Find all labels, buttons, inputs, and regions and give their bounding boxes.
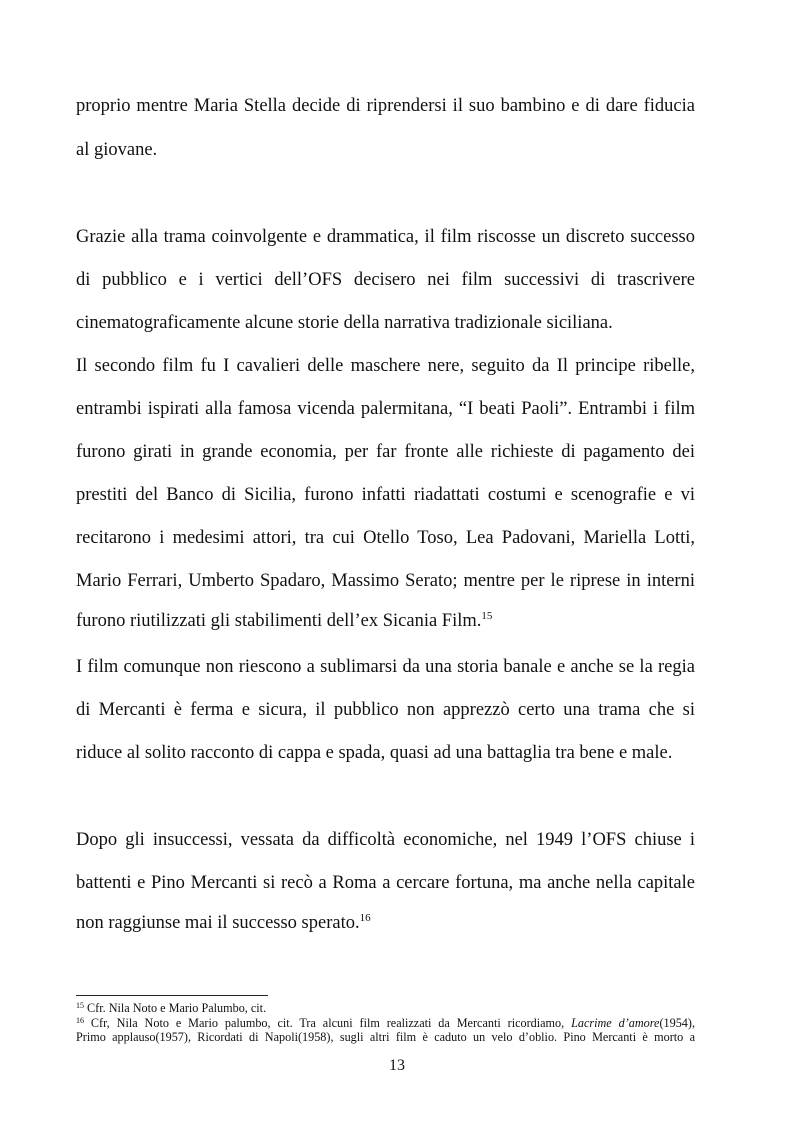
footnote-ref-15[interactable]: 15 (481, 610, 493, 622)
text-line-with-ref (76, 610, 695, 632)
footnote-text: Cfr, Nila Noto e Mario palumbo, cit. Tra alcuni film realizzati da Mercanti ricordiamo, (90, 1016, 572, 1030)
footnote-text: (1954), (659, 1016, 696, 1030)
text-line: battenti e Pino Mercanti si recò a Roma a cercare fortuna, ma anche nella capitale (76, 873, 695, 893)
text-line: recitarono i medesimi attori, tra cui Otello Toso, Lea Padovani, Mariella Lotti, (76, 528, 695, 548)
text-line: entrambi ispirati alla famosa vicenda palermitana, “I beati Paoli”. Entrambi i film (76, 399, 695, 419)
footnote-film-title: Lacrime d’amore (571, 1016, 660, 1030)
footnote-separator (76, 995, 268, 996)
text-line: Mario Ferrari, Umberto Spadaro, Massimo Serato; mentre per le riprese in interni (76, 571, 695, 591)
text-line: furono riutilizzati gli stabilimenti dell’ex Sicania Film. (76, 611, 482, 631)
footnote-15 (76, 1001, 695, 1015)
text-line-with-ref (76, 912, 695, 934)
footnote-ref-16[interactable]: 16 (359, 912, 371, 924)
text-line: Il secondo film fu I cavalieri delle maschere nere, seguito da Il principe ribelle, (76, 356, 695, 376)
footnote-16-line2: Primo applauso(1957), Ricordati di Napoli(1958), sugli altri film è caduto un velo d’oblio. Pino Mercanti è morto a (76, 1030, 695, 1044)
text-line: Dopo gli insuccessi, vessata da difficoltà economiche, nel 1949 l’OFS chiuse i (76, 830, 695, 850)
text-line: Grazie alla trama coinvolgente e drammatica, il film riscosse un discreto successo (76, 227, 695, 247)
text-line: cinematograficamente alcune storie della narrativa tradizionale siciliana. (76, 313, 613, 333)
text-line: al giovane. (76, 140, 158, 160)
footnote-text: Cfr. Nila Noto e Mario Palumbo, cit. (87, 1001, 267, 1015)
text-line: furono girati in grande economia, per far fronte alle richieste di pagamento dei (76, 442, 695, 462)
page-number: 13 (389, 1057, 405, 1074)
text-line: di pubblico e i vertici dell’OFS decisero nei film successivi di trascrivere (76, 270, 695, 290)
footnote-16 (76, 1016, 695, 1030)
footnote-number: 15 (76, 1001, 84, 1010)
footnote-number: 16 (76, 1016, 84, 1025)
text-line: I film comunque non riescono a sublimarsi da una storia banale e anche se la regia (76, 657, 695, 677)
text-line: non raggiunse mai il successo sperato. (76, 913, 360, 933)
text-line: riduce al solito racconto di cappa e spada, quasi ad una battaglia tra bene e male. (76, 743, 673, 763)
text-line: di Mercanti è ferma e sicura, il pubblico non apprezzò certo una trama che si (76, 700, 695, 720)
text-line: prestiti del Banco di Sicilia, furono infatti riadattati costumi e scenografie e vi (76, 485, 695, 505)
text-line: proprio mentre Maria Stella decide di riprendersi il suo bambino e di dare fiducia (76, 96, 695, 116)
